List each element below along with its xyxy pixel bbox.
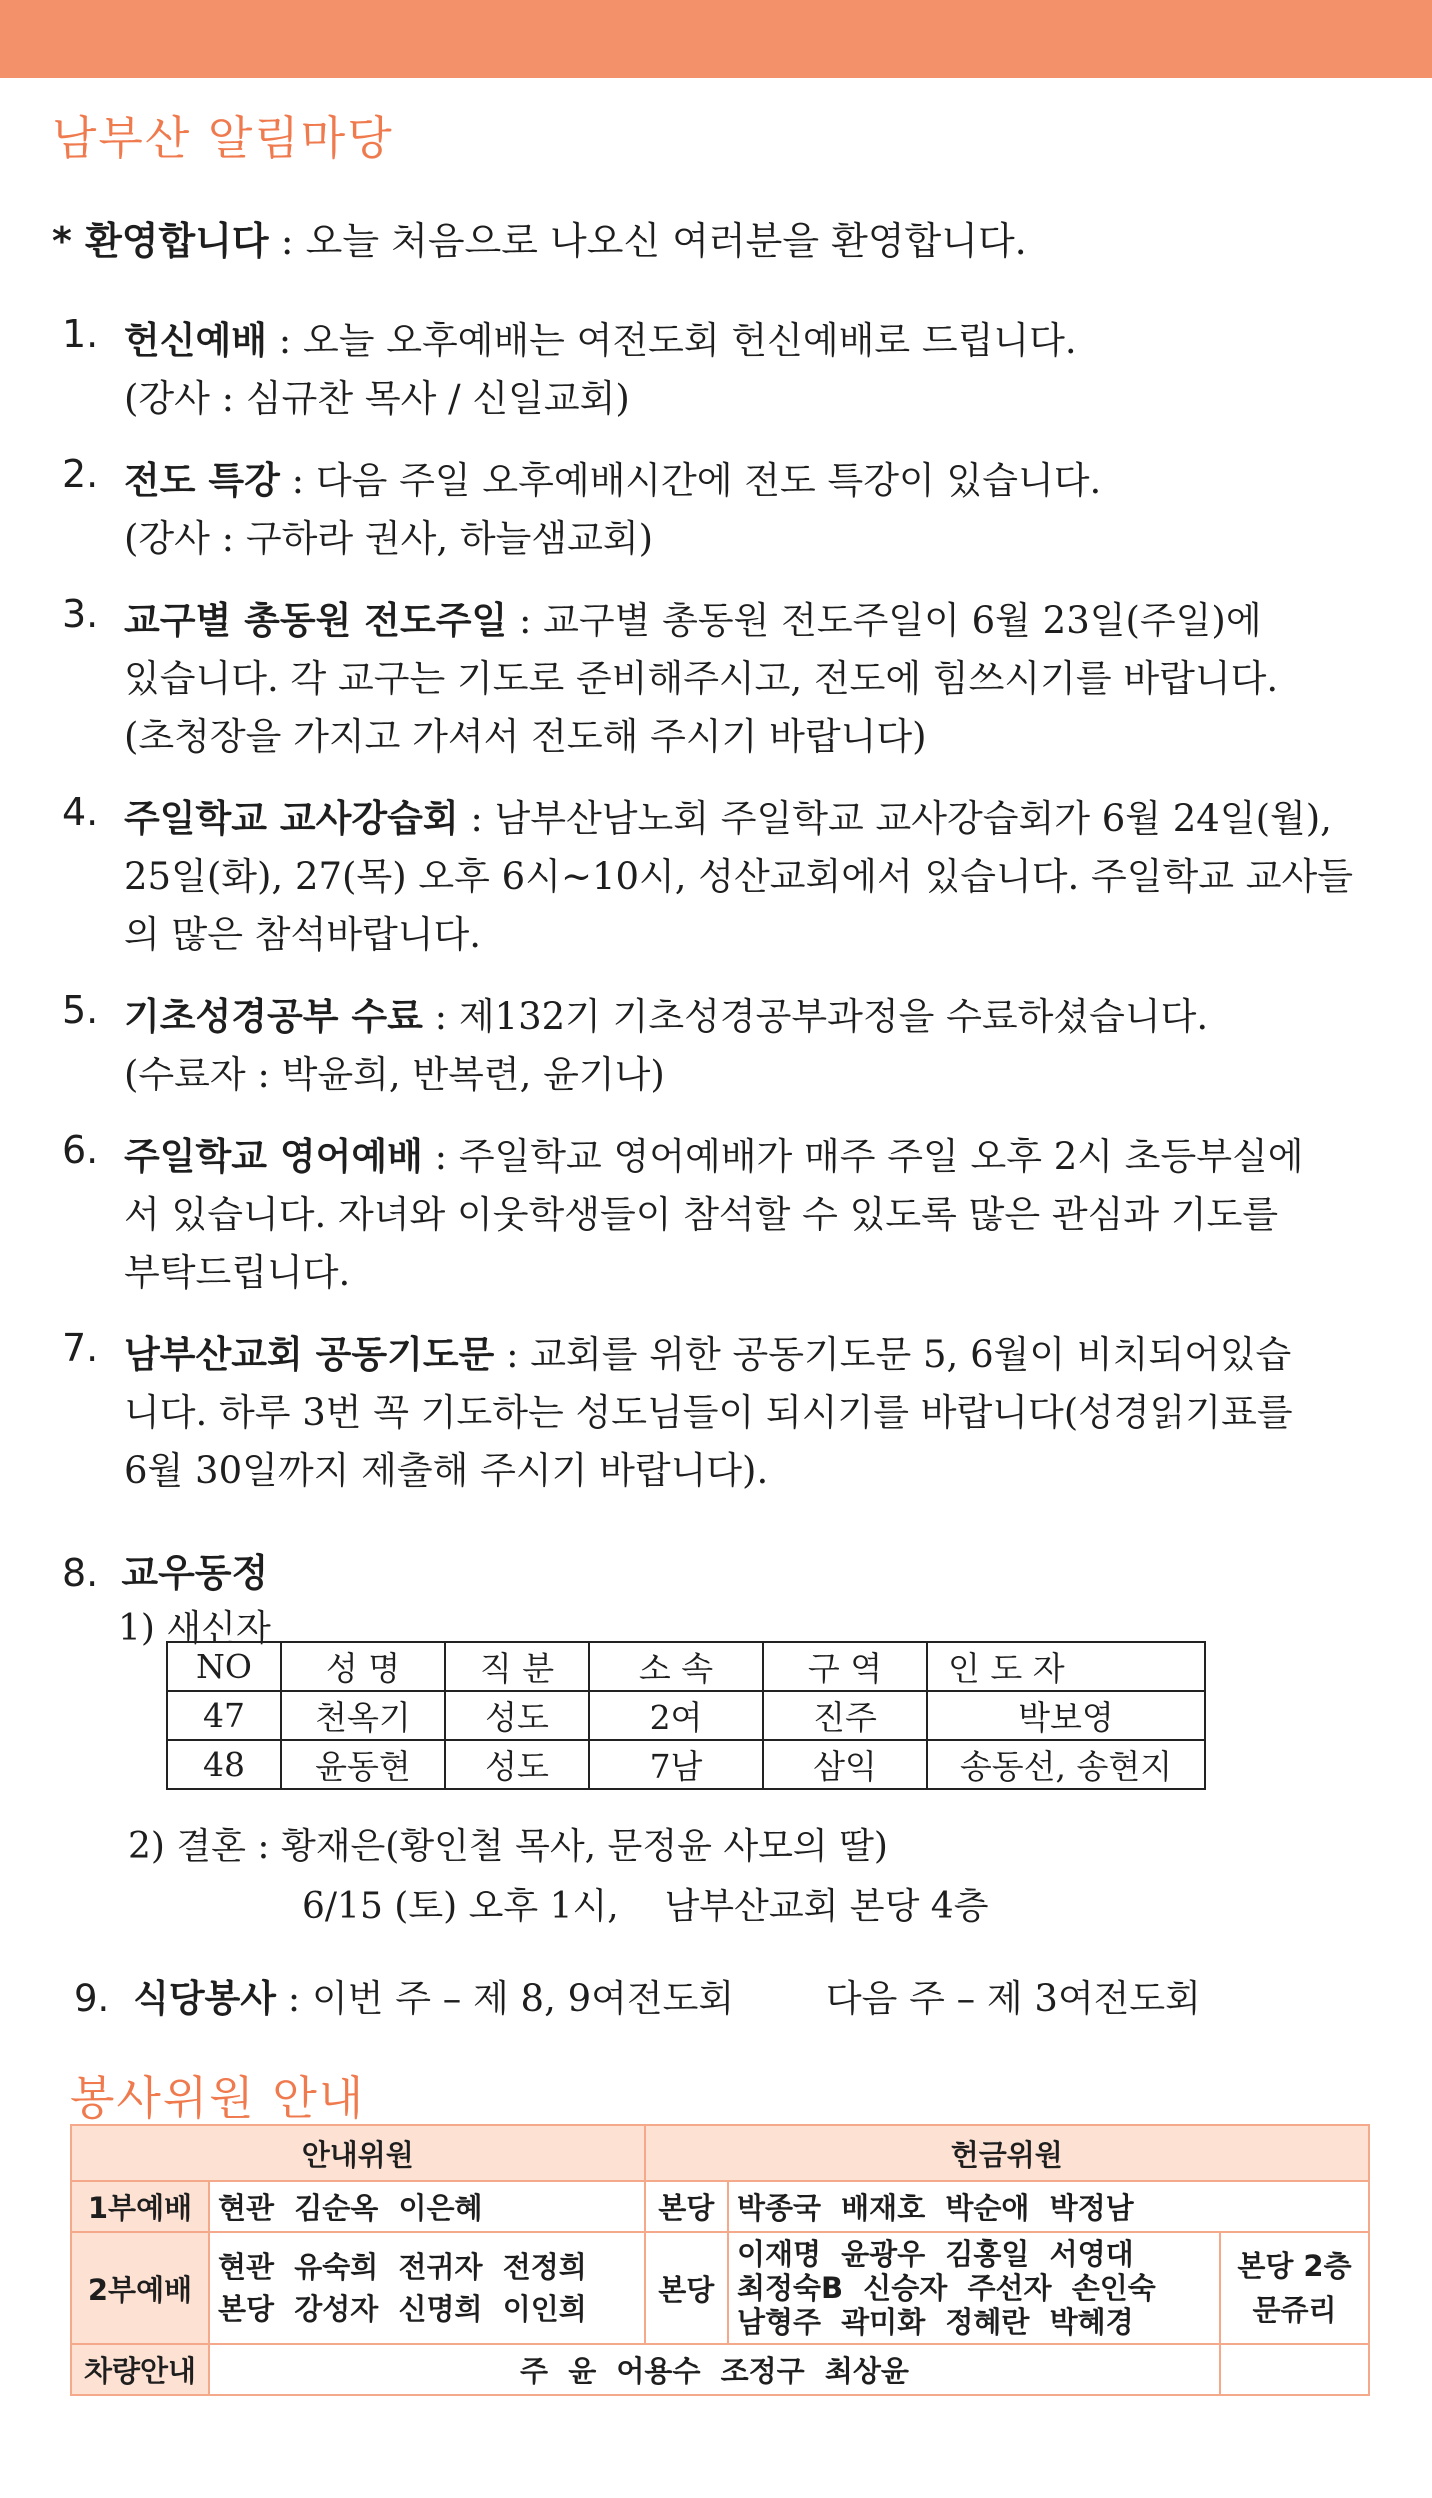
- announcement-item: [62, 592, 1402, 766]
- service-table: [70, 2124, 1370, 2396]
- welcome-label: * 환영합니다: [52, 219, 269, 263]
- guide-header: 안내위원: [71, 2125, 645, 2181]
- table-row: [71, 2344, 1369, 2395]
- item-line: (강사 : 심규찬 목사 / 신일교회): [124, 377, 630, 420]
- announcement-item: [62, 1128, 1402, 1302]
- item-line: [124, 312, 1402, 370]
- row-label: 차량안내: [71, 2344, 209, 2395]
- table-row: [167, 1691, 1205, 1740]
- kitchen-title: 식당봉사: [133, 1977, 277, 2020]
- item-number: 5.: [62, 988, 99, 1032]
- wedding-line: 2) 결혼 : 황재은(황인철 목사, 문정윤 사모의 딸): [128, 1826, 888, 1867]
- offering-line: 이재명 윤광우 김홍일 서영대: [736, 2237, 1134, 2271]
- cell: 7남: [589, 1740, 763, 1789]
- wedding-detail: 6/15 (토) 오후 1시, 남부산교회 본당 4층: [302, 1886, 989, 1927]
- cell: 47: [167, 1691, 281, 1740]
- announcement-item: [62, 312, 1402, 428]
- news-num: 8.: [62, 1551, 99, 1595]
- item-line: [124, 1326, 1402, 1384]
- row-label: 1부예배: [71, 2181, 209, 2232]
- item-text: : 제132기 기초성경공부과정을 수료하셨습니다.: [422, 995, 1209, 1038]
- col-position: 직 분: [445, 1642, 589, 1691]
- col-district: 구 역: [763, 1642, 927, 1691]
- guide-cell: [209, 2232, 645, 2344]
- table-row: [167, 1740, 1205, 1789]
- guide-cell: 현관 김순옥 이은혜: [209, 2181, 645, 2232]
- cell: 삼익: [763, 1740, 927, 1789]
- item-number: 7.: [62, 1326, 99, 1370]
- kitchen-line: [74, 1968, 1201, 2022]
- offering-header: 헌금위원: [645, 2125, 1369, 2181]
- offering-cell: 박종국 배재호 박순애 박정남: [728, 2181, 1369, 2232]
- kitchen-num: 9.: [74, 1977, 110, 2020]
- item-line: 의 많은 참석바랍니다.: [124, 913, 481, 956]
- item-line: 부탁드립니다.: [124, 1251, 351, 1294]
- offering-line: 최정숙B 신승자 주선자 손인숙: [736, 2271, 1156, 2305]
- announcement-item: [62, 1326, 1402, 1500]
- offering-line: 남형주 곽미화 정혜란 박혜경: [736, 2305, 1134, 2339]
- item-line: [124, 988, 1402, 1046]
- newcomers-table: [166, 1641, 1206, 1790]
- extra-line: 본당 2층: [1237, 2249, 1352, 2283]
- cell: 송동선, 송현지: [927, 1740, 1205, 1789]
- item-title: 남부산교회 공동기도문: [124, 1333, 495, 1376]
- item-text: : 남부산남노회 주일학교 교사강습회가 6월 24일(월),: [458, 797, 1332, 840]
- cell: 48: [167, 1740, 281, 1789]
- offering-cell: [728, 2232, 1220, 2344]
- item-line: (수료자 : 박윤희, 반복련, 윤기나): [124, 1053, 665, 1096]
- kitchen-text: : 이번 주 – 제 8, 9여전도회: [276, 1977, 735, 2020]
- item-line: [124, 790, 1402, 848]
- table-row: [71, 2181, 1369, 2232]
- col-name: 성 명: [281, 1642, 445, 1691]
- cell: 윤동현: [281, 1740, 445, 1789]
- kitchen-next: 다음 주 – 제 3여전도회: [825, 1977, 1201, 2020]
- item-title: 헌신예배: [124, 319, 267, 362]
- col-affiliation: 소 속: [589, 1642, 763, 1691]
- item-line: 6월 30일까지 제출해 주시기 바랍니다).: [124, 1449, 769, 1492]
- cell: 성도: [445, 1740, 589, 1789]
- extra-line: 문쥬리: [1252, 2293, 1337, 2327]
- item-title: 기초성경공부 수료: [124, 995, 423, 1038]
- empty-cell: [1220, 2344, 1369, 2395]
- announcement-item: [62, 790, 1402, 964]
- cell: 진주: [763, 1691, 927, 1740]
- welcome-text: : 오늘 처음으로 나오신 여러분을 환영합니다.: [268, 219, 1027, 263]
- announcement-list: [62, 312, 1402, 1524]
- page-title: 남부산 알림마당: [52, 111, 394, 165]
- cell: 성도: [445, 1691, 589, 1740]
- item-number: 3.: [62, 592, 99, 636]
- item-line: 있습니다. 각 교구는 기도로 준비해주시고, 전도에 힘쓰시기를 바랍니다.: [124, 657, 1279, 700]
- item-title: 주일학교 교사강습회: [124, 797, 459, 840]
- guide-line: 본당 강성자 신명희 이인희: [218, 2292, 587, 2326]
- col-guide: 인 도 자: [927, 1642, 1205, 1691]
- item-number: 2.: [62, 452, 99, 496]
- guide-line: 현관 유숙희 전귀자 전정희: [218, 2250, 587, 2284]
- item-line: (초청장을 가지고 가셔서 전도해 주시기 바랍니다): [124, 715, 927, 758]
- item-number: 6.: [62, 1128, 99, 1172]
- extra-cell: [1220, 2232, 1369, 2344]
- announcement-item: [62, 988, 1402, 1104]
- item-text: : 오늘 오후예배는 여전도회 헌신예배로 드립니다.: [266, 319, 1077, 362]
- item-line: 니다. 하루 3번 꼭 기도하는 성도님들이 되시기를 바랍니다(성경읽기표를: [124, 1391, 1293, 1434]
- vehicle-cell: 주 윤 어용수 조정구 최상윤: [209, 2344, 1220, 2395]
- item-number: 4.: [62, 790, 99, 834]
- place-cell: 본당: [645, 2232, 728, 2344]
- item-line: [124, 592, 1402, 650]
- cell: 박보영: [927, 1691, 1205, 1740]
- cell: 천옥기: [281, 1691, 445, 1740]
- top-banner: [0, 0, 1432, 78]
- place-cell: 본당: [645, 2181, 728, 2232]
- news-section: [62, 1542, 268, 1597]
- table-row: [71, 2232, 1369, 2344]
- newcomers-label: 1) 새신자: [118, 1608, 271, 1649]
- table-header-row: [167, 1642, 1205, 1691]
- item-text: : 다음 주일 오후예배시간에 전도 특강이 있습니다.: [279, 459, 1102, 502]
- item-text: : 교회를 위한 공동기도문 5, 6월이 비치되어있습: [494, 1333, 1292, 1376]
- item-title: 전도 특강: [124, 459, 280, 502]
- item-title: 교구별 총동원 전도주일: [124, 599, 508, 642]
- item-line: [124, 1128, 1402, 1186]
- service-title: 봉사위원 안내: [70, 2071, 366, 2125]
- col-no: NO: [167, 1642, 281, 1691]
- announcement-item: [62, 452, 1402, 568]
- row-label: 2부예배: [71, 2232, 209, 2344]
- item-text: : 주일학교 영어예배가 매주 주일 오후 2시 초등부실에: [422, 1135, 1304, 1178]
- item-text: : 교구별 총동원 전도주일이 6월 23일(주일)에: [507, 599, 1262, 642]
- cell: 2여: [589, 1691, 763, 1740]
- item-title: 주일학교 영어예배: [124, 1135, 423, 1178]
- item-line: (강사 : 구하라 권사, 하늘샘교회): [124, 517, 654, 560]
- service-header-row: [71, 2125, 1369, 2181]
- item-line: 25일(화), 27(목) 오후 6시~10시, 성산교회에서 있습니다. 주일학교 교사들: [124, 855, 1353, 898]
- news-title: 교우동정: [121, 1551, 269, 1595]
- item-number: 1.: [62, 312, 99, 356]
- welcome-line: [52, 210, 1027, 265]
- item-line: 서 있습니다. 자녀와 이웃학생들이 참석할 수 있도록 많은 관심과 기도를: [124, 1193, 1279, 1236]
- item-line: [124, 452, 1402, 510]
